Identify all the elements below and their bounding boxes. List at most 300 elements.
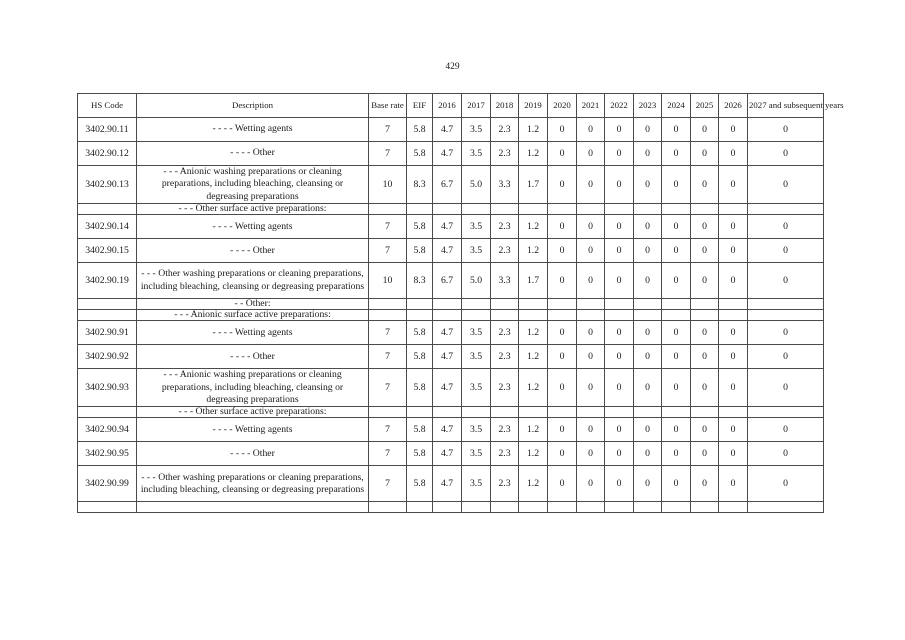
year-2019-cell: 1.2 [519,215,548,239]
year-2018-cell [491,204,519,215]
hs-code-cell: 3402.90.19 [78,263,137,299]
table-header [78,94,844,118]
year-2025-cell: 0 [691,442,719,466]
subheading-row [78,204,824,215]
header-year-2026: 2026 [719,94,748,118]
year-2020-cell: 0 [548,215,577,239]
eif-cell [407,407,433,418]
year-2024-cell: 0 [662,166,691,204]
base-rate-cell: 7 [369,466,407,502]
blank-cell [369,502,407,513]
year-2020-cell: 0 [548,345,577,369]
year-2025-cell: 0 [691,321,719,345]
year-2024-cell: 0 [662,345,691,369]
blank-cell [691,502,719,513]
year-2018-cell: 2.3 [491,321,519,345]
year-2016-cell [433,299,462,310]
year-2025-cell: 0 [691,418,719,442]
description-cell [137,442,369,466]
description-line: preparations, including bleaching, cleansing or [161,381,344,393]
year-2026-cell: 0 [719,418,748,442]
year-2016-cell: 4.7 [433,369,462,407]
description-line: - - - Anionic washing preparations or cleaning [163,369,342,381]
base-rate-cell: 7 [369,142,407,166]
header-base-rate: Base rate [369,94,407,118]
tariff-line-row [78,263,824,299]
header-year-2023: 2023 [634,94,662,118]
table-body [78,118,824,513]
header-year-2019: 2019 [519,94,548,118]
description-line: degreasing preparations [206,190,299,202]
year-2025-cell: 0 [691,345,719,369]
year-2019-cell: 1.7 [519,166,548,204]
year-2027-and-subsequent-cell: 0 [748,442,824,466]
tariff-line-row [78,418,824,442]
year-2025-cell [691,310,719,321]
description-cell [137,321,369,345]
year-2020-cell: 0 [548,239,577,263]
hs-code-cell: 3402.90.15 [78,239,137,263]
year-2016-cell: 4.7 [433,239,462,263]
year-2021-cell: 0 [577,118,605,142]
eif-cell: 5.8 [407,239,433,263]
year-2022-cell [605,310,634,321]
year-2027-and-subsequent-cell: 0 [748,345,824,369]
year-2016-cell: 4.7 [433,142,462,166]
year-2025-cell: 0 [691,239,719,263]
year-2020-cell: 0 [548,321,577,345]
base-rate-cell [369,299,407,310]
year-2017-cell: 3.5 [462,239,491,263]
year-2026-cell: 0 [719,142,748,166]
year-2027-and-subsequent-cell [748,407,824,418]
year-2021-cell: 0 [577,418,605,442]
description-cell [137,142,369,166]
subheading-row [78,407,824,418]
base-rate-cell: 7 [369,345,407,369]
eif-cell: 5.8 [407,466,433,502]
blank-cell [137,502,369,513]
year-2022-cell: 0 [605,239,634,263]
year-2024-cell: 0 [662,369,691,407]
year-2016-cell: 4.7 [433,466,462,502]
year-2026-cell: 0 [719,215,748,239]
year-2025-cell: 0 [691,118,719,142]
description-line: preparations, including bleaching, cleansing or [161,178,344,190]
year-2019-cell: 1.2 [519,369,548,407]
description-cell [137,299,369,310]
year-2027-and-subsequent-cell: 0 [748,118,824,142]
year-2024-cell: 0 [662,215,691,239]
header-hs-code: HS Code [78,94,137,118]
year-2022-cell: 0 [605,466,634,502]
header-year-2020: 2020 [548,94,577,118]
year-2026-cell [719,407,748,418]
eif-cell: 5.8 [407,442,433,466]
year-2026-cell: 0 [719,239,748,263]
header-year-2021: 2021 [577,94,605,118]
year-2026-cell: 0 [719,466,748,502]
header-description: Description [137,94,369,118]
year-2023-cell [634,310,662,321]
year-2024-cell [662,310,691,321]
year-2019-cell: 1.2 [519,466,548,502]
description-line: - - - - Other [230,447,275,459]
year-2027-and-subsequent-cell: 0 [748,215,824,239]
eif-cell: 5.8 [407,321,433,345]
year-2016-cell [433,204,462,215]
year-2020-cell: 0 [548,442,577,466]
year-2024-cell: 0 [662,239,691,263]
description-line: - - - - Wetting agents [212,123,293,135]
year-2022-cell [605,299,634,310]
description-cell [137,215,369,239]
base-rate-cell: 7 [369,239,407,263]
year-2021-cell: 0 [577,263,605,299]
subheading-row [78,310,824,321]
tariff-line-row [78,442,824,466]
year-2017-cell: 3.5 [462,442,491,466]
eif-cell: 5.8 [407,369,433,407]
year-2021-cell: 0 [577,239,605,263]
year-2022-cell [605,407,634,418]
year-2025-cell: 0 [691,263,719,299]
base-rate-cell: 10 [369,166,407,204]
year-2019-cell: 1.7 [519,263,548,299]
tariff-line-row [78,118,824,142]
year-2021-cell [577,204,605,215]
year-2023-cell: 0 [634,345,662,369]
year-2024-cell: 0 [662,142,691,166]
description-line: - - - - Wetting agents [212,220,293,232]
year-2027-and-subsequent-cell: 0 [748,321,824,345]
description-line: - - Other: [234,298,271,310]
year-2021-cell: 0 [577,215,605,239]
description-line: - - - - Wetting agents [212,423,293,435]
hs-code-cell: 3402.90.92 [78,345,137,369]
blank-cell [577,502,605,513]
tariff-schedule-table [77,93,844,513]
year-2017-cell: 3.5 [462,321,491,345]
year-2025-cell [691,407,719,418]
year-2023-cell: 0 [634,321,662,345]
hs-code-cell: 3402.90.11 [78,118,137,142]
tariff-line-row [78,345,824,369]
year-2019-cell: 1.2 [519,142,548,166]
year-2025-cell: 0 [691,142,719,166]
description-cell [137,407,369,418]
year-2026-cell [719,299,748,310]
year-2025-cell: 0 [691,369,719,407]
description-line: - - - Anionic surface active preparations: [174,309,331,321]
year-2019-cell: 1.2 [519,321,548,345]
year-2016-cell: 4.7 [433,215,462,239]
year-2022-cell: 0 [605,321,634,345]
year-2018-cell: 2.3 [491,345,519,369]
year-2027-and-subsequent-cell [748,204,824,215]
blank-cell [748,502,824,513]
year-2020-cell: 0 [548,118,577,142]
year-2022-cell: 0 [605,369,634,407]
description-cell [137,466,369,502]
year-2024-cell: 0 [662,418,691,442]
year-2021-cell [577,310,605,321]
blank-cell [662,502,691,513]
header-eif: EIF [407,94,433,118]
header-year-2025: 2025 [691,94,719,118]
base-rate-cell [369,407,407,418]
year-2022-cell: 0 [605,142,634,166]
description-cell [137,263,369,299]
description-cell [137,418,369,442]
year-2018-cell [491,299,519,310]
description-line: including bleaching, cleansing or degreasing preparations [140,483,365,495]
blank-cell [433,502,462,513]
year-2020-cell: 0 [548,369,577,407]
hs-code-cell [78,299,137,310]
year-2017-cell [462,310,491,321]
year-2019-cell: 1.2 [519,239,548,263]
year-2027-and-subsequent-cell: 0 [748,166,824,204]
year-2022-cell: 0 [605,442,634,466]
year-2026-cell: 0 [719,321,748,345]
description-line: - - - Other washing preparations or cleaning preparations, [141,471,364,483]
year-2021-cell: 0 [577,369,605,407]
year-2027-and-subsequent-cell: 0 [748,466,824,502]
year-2019-cell: 1.2 [519,442,548,466]
year-2023-cell: 0 [634,442,662,466]
hs-code-cell: 3402.90.93 [78,369,137,407]
year-2016-cell: 4.7 [433,118,462,142]
hs-code-cell: 3402.90.95 [78,442,137,466]
year-2017-cell: 3.5 [462,466,491,502]
year-2018-cell: 3.3 [491,166,519,204]
blank-cell [491,502,519,513]
blank-cell [78,502,137,513]
description-line: - - - - Wetting agents [212,326,293,338]
blank-cell [719,502,748,513]
eif-cell: 5.8 [407,118,433,142]
year-2018-cell: 2.3 [491,142,519,166]
year-2026-cell: 0 [719,345,748,369]
header-row [78,94,824,118]
year-2016-cell: 6.7 [433,263,462,299]
eif-cell: 5.8 [407,345,433,369]
year-2027-and-subsequent-cell: 0 [748,263,824,299]
year-2026-cell: 0 [719,263,748,299]
hs-code-cell [78,407,137,418]
year-2022-cell: 0 [605,263,634,299]
year-2027-and-subsequent-cell: 0 [748,369,824,407]
year-2018-cell: 2.3 [491,418,519,442]
tariff-line-row [78,166,824,204]
year-2027-and-subsequent-cell: 0 [748,239,824,263]
year-2018-cell: 2.3 [491,118,519,142]
year-2019-cell [519,299,548,310]
year-2021-cell [577,299,605,310]
year-2024-cell: 0 [662,263,691,299]
description-line: degreasing preparations [206,394,299,406]
subheading-row [78,299,824,310]
eif-cell: 8.3 [407,166,433,204]
year-2023-cell: 0 [634,263,662,299]
year-2021-cell [577,407,605,418]
year-2024-cell [662,407,691,418]
year-2021-cell: 0 [577,466,605,502]
base-rate-cell: 7 [369,369,407,407]
year-2023-cell [634,204,662,215]
description-line: - - - - Other [230,350,275,362]
year-2026-cell: 0 [719,118,748,142]
year-2021-cell: 0 [577,442,605,466]
hs-code-cell [78,204,137,215]
year-2025-cell [691,299,719,310]
year-2027-and-subsequent-cell [748,299,824,310]
year-2016-cell [433,407,462,418]
year-2019-cell: 1.2 [519,345,548,369]
tariff-line-row [78,466,824,502]
year-2017-cell: 3.5 [462,418,491,442]
header-year-2018: 2018 [491,94,519,118]
year-2017-cell: 3.5 [462,215,491,239]
description-cell [137,310,369,321]
hs-code-cell: 3402.90.91 [78,321,137,345]
year-2018-cell: 2.3 [491,215,519,239]
hs-code-cell: 3402.90.99 [78,466,137,502]
year-2020-cell [548,299,577,310]
base-rate-cell: 7 [369,321,407,345]
blank-cell [519,502,548,513]
year-2023-cell [634,299,662,310]
year-2025-cell: 0 [691,215,719,239]
year-2026-cell: 0 [719,442,748,466]
year-2017-cell: 3.5 [462,142,491,166]
description-cell [137,118,369,142]
year-2016-cell [433,310,462,321]
hs-code-cell: 3402.90.13 [78,166,137,204]
eif-cell: 5.8 [407,215,433,239]
year-2020-cell: 0 [548,166,577,204]
description-line: - - - - Other [230,244,275,256]
year-2024-cell [662,204,691,215]
year-2018-cell: 3.3 [491,263,519,299]
base-rate-cell: 7 [369,118,407,142]
header-year-2016: 2016 [433,94,462,118]
blank-cell [548,502,577,513]
header-year-2022: 2022 [605,94,634,118]
base-rate-cell: 7 [369,418,407,442]
year-2027-and-subsequent-cell: 0 [748,142,824,166]
eif-cell: 5.8 [407,142,433,166]
header-year-2027-and-subsequent: 2027 and subsequent years [748,94,824,118]
year-2022-cell: 0 [605,345,634,369]
description-line: - - - Anionic washing preparations or cleaning [163,166,342,177]
description-line: including bleaching, cleansing or degreasing preparations [140,280,365,292]
year-2018-cell [491,407,519,418]
description-cell [137,239,369,263]
page-number: 429 [445,62,460,72]
year-2019-cell: 1.2 [519,418,548,442]
header-year-2024: 2024 [662,94,691,118]
year-2017-cell: 5.0 [462,166,491,204]
eif-cell [407,204,433,215]
year-2016-cell: 4.7 [433,345,462,369]
year-2018-cell: 2.3 [491,466,519,502]
base-rate-cell: 7 [369,215,407,239]
year-2017-cell: 5.0 [462,263,491,299]
year-2019-cell [519,204,548,215]
year-2021-cell: 0 [577,345,605,369]
year-2021-cell: 0 [577,166,605,204]
year-2017-cell [462,407,491,418]
year-2024-cell: 0 [662,321,691,345]
year-2019-cell: 1.2 [519,118,548,142]
year-2022-cell [605,204,634,215]
year-2022-cell: 0 [605,215,634,239]
description-cell [137,345,369,369]
year-2024-cell [662,299,691,310]
year-2016-cell: 4.7 [433,321,462,345]
eif-cell [407,299,433,310]
year-2022-cell: 0 [605,118,634,142]
base-rate-cell: 7 [369,442,407,466]
year-2020-cell: 0 [548,466,577,502]
year-2026-cell: 0 [719,369,748,407]
description-cell [137,204,369,215]
year-2016-cell: 4.7 [433,442,462,466]
description-cell [137,369,369,407]
year-2020-cell [548,310,577,321]
year-2023-cell: 0 [634,239,662,263]
year-2024-cell: 0 [662,466,691,502]
year-2016-cell: 6.7 [433,166,462,204]
year-2023-cell: 0 [634,166,662,204]
year-2018-cell: 2.3 [491,369,519,407]
year-2023-cell: 0 [634,215,662,239]
year-2017-cell: 3.5 [462,118,491,142]
year-2026-cell [719,204,748,215]
year-2020-cell: 0 [548,142,577,166]
year-2020-cell [548,407,577,418]
year-2019-cell [519,310,548,321]
base-rate-cell [369,204,407,215]
tariff-line-row [78,215,824,239]
tariff-line-row [78,369,824,407]
year-2023-cell: 0 [634,466,662,502]
eif-cell: 8.3 [407,263,433,299]
year-2023-cell: 0 [634,418,662,442]
blank-cell [462,502,491,513]
year-2023-cell [634,407,662,418]
year-2026-cell [719,310,748,321]
blank-cell [634,502,662,513]
year-2021-cell: 0 [577,142,605,166]
blank-cell [605,502,634,513]
year-2026-cell: 0 [719,166,748,204]
year-2018-cell: 2.3 [491,442,519,466]
year-2022-cell: 0 [605,418,634,442]
year-2023-cell: 0 [634,142,662,166]
description-cell [137,166,369,204]
eif-cell: 5.8 [407,418,433,442]
year-2017-cell: 3.5 [462,369,491,407]
year-2020-cell [548,204,577,215]
year-2017-cell: 3.5 [462,345,491,369]
year-2018-cell: 2.3 [491,239,519,263]
description-line: - - - Other washing preparations or cleaning preparations, [141,268,364,280]
year-2018-cell [491,310,519,321]
description-line: - - - Other surface active preparations: [178,406,327,418]
